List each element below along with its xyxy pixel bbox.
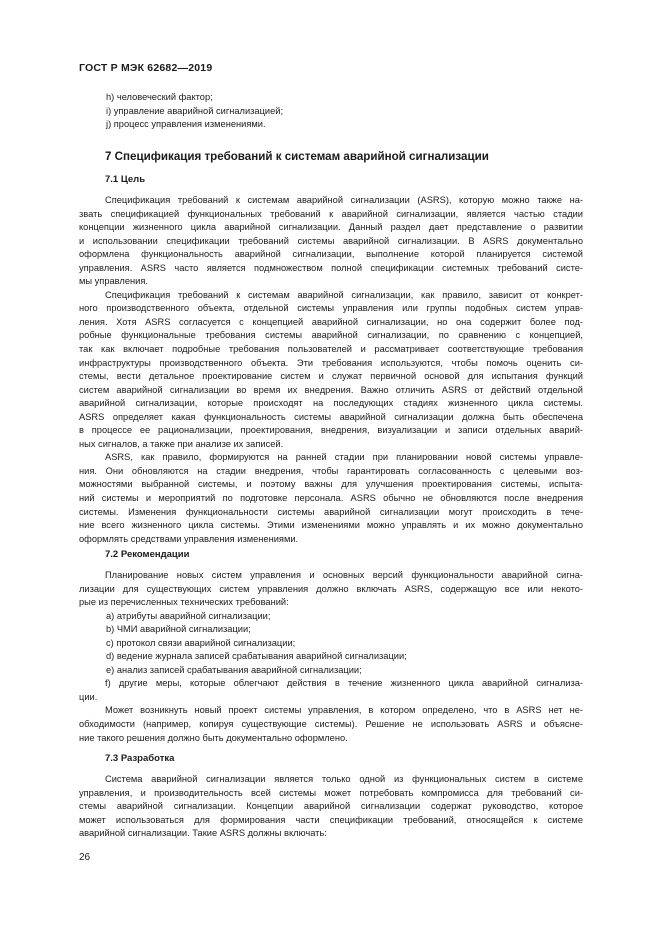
list-item: d) ведение журнала записей срабатывания аварийной сигнализации;	[106, 651, 407, 662]
subsection-title-7-1: 7.1 Цель	[105, 174, 146, 185]
text-line: и использовании спецификации требований системы аварийной сигнализации. В ASRS документально	[79, 235, 583, 246]
text-line: стемы аварийной сигнализации. Концепции аварийной сигнализации содержат руководство, которое	[79, 801, 583, 812]
list-item: h) человеческий фактор;	[106, 92, 213, 102]
paragraph	[79, 773, 583, 841]
list-item: e) анализ записей срабатывания аварийной сигнализации;	[106, 664, 362, 675]
subsection-7-2-body	[79, 569, 583, 745]
text-line: может использоваться для формирования части спецификации требований, относящейся к системе	[79, 814, 583, 825]
text-line: управления, и производительность всей системы может потребовать компромисса для требований си-	[79, 787, 583, 798]
text-line: ных сигналов, а также при анализе их записей.	[79, 438, 284, 449]
top-list	[79, 91, 583, 132]
requirements-list	[79, 610, 583, 705]
text-line: мы управления.	[79, 276, 148, 287]
text-line: обходимости (например, копируя существующие системы). Решение не использовать ASRS и объясне-	[79, 719, 583, 730]
list-item: c) протокол связи аварийной сигнализации;	[106, 637, 296, 648]
text-line: систем аварийной сигнализации во время их внедрения. Важно отличить ASRS от действий отдельной	[79, 384, 583, 395]
text-line: рые из перечисленных технических требований:	[79, 597, 289, 608]
text-line: Может возникнуть новый проект системы управления, в котором определено, что в ASRS нет не-	[105, 705, 583, 716]
text-line: стемы, вести детальное проектирование систем и служат первичной основой для испытания функций	[79, 371, 583, 382]
subsection-7-3-body	[79, 773, 583, 841]
list-item: b) ЧМИ аварийной сигнализации;	[106, 624, 251, 635]
text-line: оформлена функциональность аварийной сигнализации, выполнение которой планируется системой	[79, 249, 583, 260]
text-line: системы. Изменения функциональности системы аварийной сигнализации могут происходить в тече-	[79, 506, 583, 517]
text-line: управления. ASRS часто является подмножеством полной спецификации системных требований систе-	[79, 262, 583, 273]
text-line: оформлять средствами управления изменениями.	[79, 533, 299, 544]
text-line: Планирование новых систем управления и основных версий функциональности аварийной сигна-	[105, 570, 583, 580]
text-line: лизации для существующих систем управления должно включать ASRS, содержащую все или некото-	[79, 583, 583, 594]
list-item: a) атрибуты аварийной сигнализации;	[106, 610, 271, 621]
text-line: ного производственного объекта, отдельной системы управления или группы подобных систем управ-	[79, 303, 583, 314]
paragraph	[79, 569, 583, 610]
subsection-7-1-body	[79, 194, 583, 546]
text-line: концепции жизненного цикла аварийной сигнализации. Данный раздел дает представление о развитии	[79, 222, 583, 233]
subsection-title-7-2: 7.2 Рекомендации	[105, 549, 190, 560]
text-line: так как включает подробные требования пользователей и рассматривает соответствующие требования	[79, 344, 583, 355]
text-line: робные функциональные требования системы аварийной сигнализации, по сравнению с концепцией,	[79, 330, 583, 341]
text-line: ции.	[79, 691, 98, 702]
text-line: можностями выбранной системы, и поэтому важны для улучшения проектирования системы, испыта-	[79, 479, 583, 490]
paragraph	[79, 704, 583, 745]
list-item: f) другие меры, которые облегчают действия в течение жизненного цикла аварийной сигнализа-	[105, 678, 583, 689]
text-line: инфраструктуры производственного объекта. Эти требования используются, чтобы помочь оценить си-	[79, 357, 583, 368]
text-line: ние такого решения должно быть документально оформлено.	[79, 732, 348, 743]
list-item: i) управление аварийной сигнализацией;	[106, 105, 284, 116]
text-line: ления. Хотя ASRS согласуется с концепцией аварийной сигнализации, но она содержит более под-	[79, 316, 583, 327]
text-line: в процессе ее рационализации, проектирования, внедрения, визуализации и записи отдельных аварий-	[79, 425, 583, 436]
text-line: аварийной сигнализации, которые происходят на последующих стадиях жизненного цикла системы.	[79, 398, 583, 409]
paragraph	[79, 451, 583, 546]
text-line: Спецификация требований к системам аварийной сигнализации, как правило, зависит от конкрет-	[105, 289, 583, 300]
text-line: звать спецификацией функциональных требований к аварийной сигнализации, является частью стадии	[79, 208, 583, 219]
text-line: аварийной сигнализации. Такие ASRS должны включать:	[79, 828, 327, 839]
text-line: ASRS, как правило, формируются на ранней стадии при планировании новой системы управле-	[105, 452, 583, 463]
list-item: j) процесс управления изменениями.	[106, 119, 266, 130]
text-line: ние всего жизненного цикла системы. Этими изменениями можно управлять и их можно документально	[79, 520, 583, 531]
text-line: ния. Они обновляются на стадии внедрения, чтобы гарантировать согласованность с целевыми воз-	[79, 465, 583, 476]
paragraph	[79, 194, 583, 289]
text-line: Система аварийной сигнализации является только одной из функциональных систем в системе	[105, 774, 583, 784]
subsection-title-7-3: 7.3 Разработка	[105, 753, 175, 764]
text-line: Спецификация требований к системам аварийной сигнализации (ASRS), которую можно также на-	[105, 195, 583, 205]
text-line: ний системы и мероприятий по подготовке персонала. ASRS обычно не обновляются после внедрения	[79, 493, 583, 504]
text-line: ASRS определяет какая функциональность системы аварийной сигнализации должна быть обеспечена	[79, 411, 583, 422]
document-header: ГОСТ Р МЭК 62682—2019	[79, 62, 213, 74]
section-title: 7 Спецификация требований к системам аварийной сигнализации	[105, 150, 489, 163]
page-number: 26	[79, 852, 91, 863]
paragraph	[79, 289, 583, 452]
